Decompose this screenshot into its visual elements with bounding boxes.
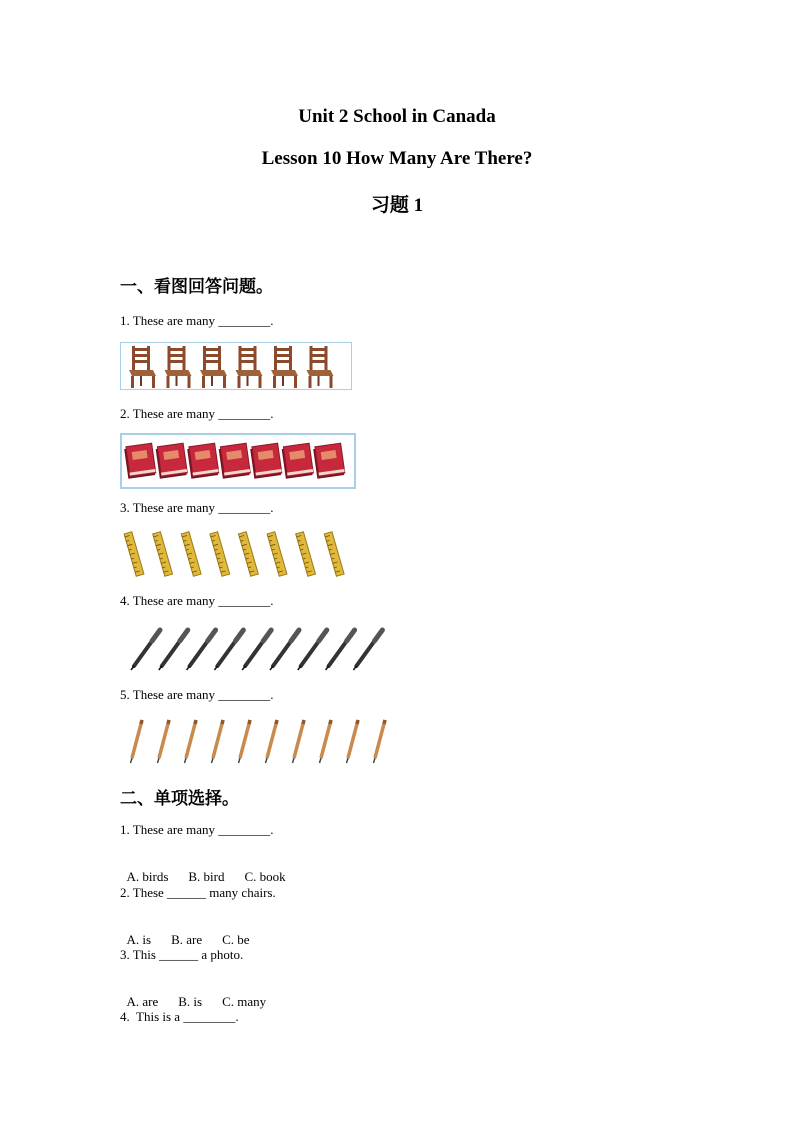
exercise-title: 习题 1: [370, 195, 424, 216]
chairs-image: [120, 342, 352, 390]
book-icon: [124, 443, 156, 479]
book-icon: [187, 443, 219, 479]
part1-question-5: 5. These are many ________.: [120, 687, 274, 702]
part1-question-2: 2. These are many ________.: [120, 406, 274, 421]
lesson-title: Lesson 10 How Many Are There?: [261, 148, 533, 169]
pen-icon: [326, 630, 355, 670]
pencil-icon: [347, 720, 359, 763]
option-c[interactable]: C. book: [244, 869, 286, 884]
pen-icon: [214, 630, 243, 670]
pen-icon: [242, 630, 271, 670]
pencil-icon: [239, 720, 251, 763]
part1-question-4: 4. These are many ________.: [120, 593, 274, 608]
pencil-icon: [212, 720, 224, 763]
ruler-icon: [153, 532, 173, 577]
unit-title: Unit 2 School in Canada: [298, 106, 496, 127]
chair-icon: [200, 346, 227, 388]
option-a[interactable]: A. is: [126, 932, 152, 947]
part2-options-2: [120, 916, 270, 948]
option-b[interactable]: B. are: [171, 932, 203, 947]
pencil-icon: [185, 720, 197, 763]
pencil-icon: [374, 720, 386, 763]
pens-image: [120, 622, 394, 672]
option-a[interactable]: A. are: [126, 994, 159, 1009]
part2-question-1: 1. These are many ________.: [120, 822, 274, 837]
pen-icon: [131, 630, 160, 670]
pencil-icon: [158, 720, 170, 763]
pen-icon: [159, 630, 188, 670]
book-icon: [281, 443, 313, 479]
ruler-icon: [296, 532, 316, 577]
rulers-image: [120, 530, 350, 578]
part2-heading: 二、单项选择。: [120, 789, 239, 809]
pencil-icon: [320, 720, 332, 763]
books-image: [120, 433, 356, 489]
part1-heading: 一、看图回答问题。: [120, 277, 273, 297]
option-c[interactable]: C. many: [222, 994, 267, 1009]
part2-question-2: 2. These ______ many chairs.: [120, 885, 276, 900]
book-icon: [155, 443, 187, 479]
part2-options-1: [120, 853, 306, 885]
book-icon: [218, 443, 250, 479]
option-c[interactable]: C. be: [222, 932, 250, 947]
ruler-icon: [238, 532, 258, 577]
ruler-icon: [324, 532, 344, 577]
ruler-icon: [124, 532, 144, 577]
pencil-icon: [131, 720, 143, 763]
part1-question-1: 1. These are many ________.: [120, 313, 274, 328]
chair-icon: [129, 346, 156, 388]
part2-question-3: 3. This ______ a photo.: [120, 947, 244, 962]
ruler-icon: [210, 532, 230, 577]
option-b[interactable]: B. is: [178, 994, 203, 1009]
chair-icon: [165, 346, 192, 388]
pen-icon: [353, 630, 382, 670]
book-icon: [313, 443, 345, 479]
part2-question-4: 4. This is a ________.: [120, 1009, 239, 1024]
option-a[interactable]: A. birds: [126, 869, 169, 884]
part1-question-3: 3. These are many ________.: [120, 500, 274, 515]
pencil-icon: [293, 720, 305, 763]
chair-icon: [236, 346, 263, 388]
ruler-icon: [267, 532, 287, 577]
pencils-image: [120, 716, 390, 766]
ruler-icon: [181, 532, 201, 577]
chair-icon: [271, 346, 298, 388]
chair-icon: [307, 346, 334, 388]
part2-options-3: [120, 978, 286, 1010]
pen-icon: [270, 630, 299, 670]
pencil-icon: [266, 720, 278, 763]
option-b[interactable]: B. bird: [188, 869, 225, 884]
pen-icon: [187, 630, 216, 670]
book-icon: [250, 443, 282, 479]
pen-icon: [298, 630, 327, 670]
